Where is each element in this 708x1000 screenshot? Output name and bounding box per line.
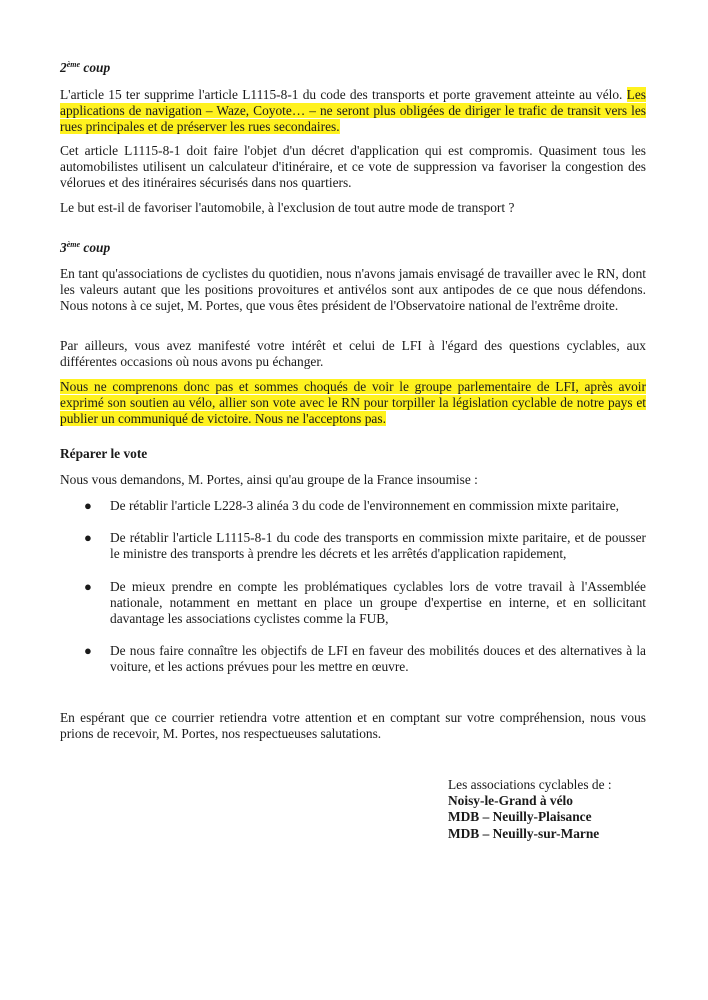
coup3-heading-sup: ème bbox=[66, 240, 81, 249]
coup2-paragraph-3: Le but est-il de favoriser l'automobile, à l'exclusion de tout autre mode de transport ? bbox=[60, 200, 515, 215]
list-item-text: De rétablir l'article L228-3 alinéa 3 du code de l'environnement en commission mixte paritaire, bbox=[110, 498, 620, 513]
coup2-heading-sup: ème bbox=[66, 60, 81, 69]
bullet-icon: ● bbox=[84, 643, 92, 659]
list-item-text: De nous faire connaître les objectifs de LFI en faveur des mobilités douces et des alternatives à la voiture, et les actions prévues pour les mettre en œuvre. bbox=[110, 643, 646, 675]
list-item-text: De mieux prendre en compte les problématiques cyclables lors de votre travail à l'Assemblée nationale, notamment en mettant en place un groupe d'expertise en interne, et en sollicitant davantage les associations cyclistes comme la FUB, bbox=[110, 578, 646, 627]
coup3-p3-highlight: Nous ne comprenons donc pas et sommes choqués de voir le groupe parlementaire de LFI, après avoir exprimé son soutien au vélo, allier son vote avec le RN pour torpiller la législation cyclable de notre pays et publier un communiqué de victoire. Nous ne l'acceptons pas. bbox=[60, 379, 646, 427]
closing-paragraph: En espérant que ce courrier retiendra votre attention et en comptant sur votre compréhension, nous vous prions de recevoir, M. Portes, nos respectueuses salutations. bbox=[60, 710, 646, 742]
list-item bbox=[84, 498, 646, 514]
repair-title: Réparer le vote bbox=[60, 446, 148, 461]
bullet-icon: ● bbox=[84, 578, 92, 594]
repair-intro: Nous vous demandons, M. Portes, ainsi qu'au groupe de la France insoumise : bbox=[60, 472, 478, 487]
coup2-heading-word: coup bbox=[80, 60, 111, 75]
signature-intro: Les associations cyclables de : bbox=[448, 777, 612, 792]
coup3-heading bbox=[60, 240, 646, 256]
signature-org: Noisy-le-Grand à vélo bbox=[448, 793, 573, 809]
list-item-text: De rétablir l'article L1115-8-1 du code des transports en commission mixte paritaire, et de pousser le ministre des transports à prendre les décrets et les arrêtés d'application rapidement, bbox=[110, 530, 646, 562]
list-item bbox=[84, 643, 646, 675]
bullet-icon: ● bbox=[84, 530, 92, 546]
signature-org: MDB – Neuilly-sur-Marne bbox=[448, 825, 600, 841]
demands-list bbox=[84, 498, 646, 692]
coup3-paragraph-1: En tant qu'associations de cyclistes du quotidien, nous n'avons jamais envisagé de travailler avec le RN, dont les valeurs autant que les positions provoitures et antivélos sont aux antipodes de ce que nous défendons. Nous notons à ce sujet, M. Portes, que vous êtes président de l'Observatoire national de l'extrême droite. bbox=[60, 266, 646, 314]
coup2-paragraph-1 bbox=[60, 87, 646, 136]
coup3-paragraph-2: Par ailleurs, vous avez manifesté votre intérêt et celui de LFI à l'égard des questions cyclables, aux différentes occasions où nous avons pu échanger. bbox=[60, 338, 646, 370]
coup3-paragraph-3 bbox=[60, 379, 646, 428]
signature-block bbox=[448, 777, 688, 842]
coup3-heading-word: coup bbox=[80, 240, 111, 255]
list-item bbox=[84, 530, 646, 562]
coup2-p1-text: L'article 15 ter supprime l'article L1115-8-1 du code des transports et porte gravement atteinte au vélo. bbox=[60, 87, 627, 102]
coup3-heading-number: 3 bbox=[60, 240, 67, 255]
bullet-icon: ● bbox=[84, 498, 92, 513]
coup2-heading-number: 2 bbox=[60, 60, 67, 75]
signature-org: MDB – Neuilly-Plaisance bbox=[448, 809, 592, 825]
coup2-heading bbox=[60, 60, 646, 76]
coup2-p1-highlight: Les applications de navigation – Waze, Coyote… – ne seront plus obligées de diriger le trafic de transit vers les rues principales et de préserver les rues secondaires. bbox=[60, 87, 646, 135]
coup2-paragraph-2: Cet article L1115-8-1 doit faire l'objet d'un décret d'application qui est compromis. Quasiment tous les automobilistes utilisent un calculateur d'itinéraire, et ce vote de suppression va favoriser la congestion des vélorues et des itinéraires sécurisés dans nos quartiers. bbox=[60, 143, 646, 191]
list-item bbox=[84, 579, 646, 628]
